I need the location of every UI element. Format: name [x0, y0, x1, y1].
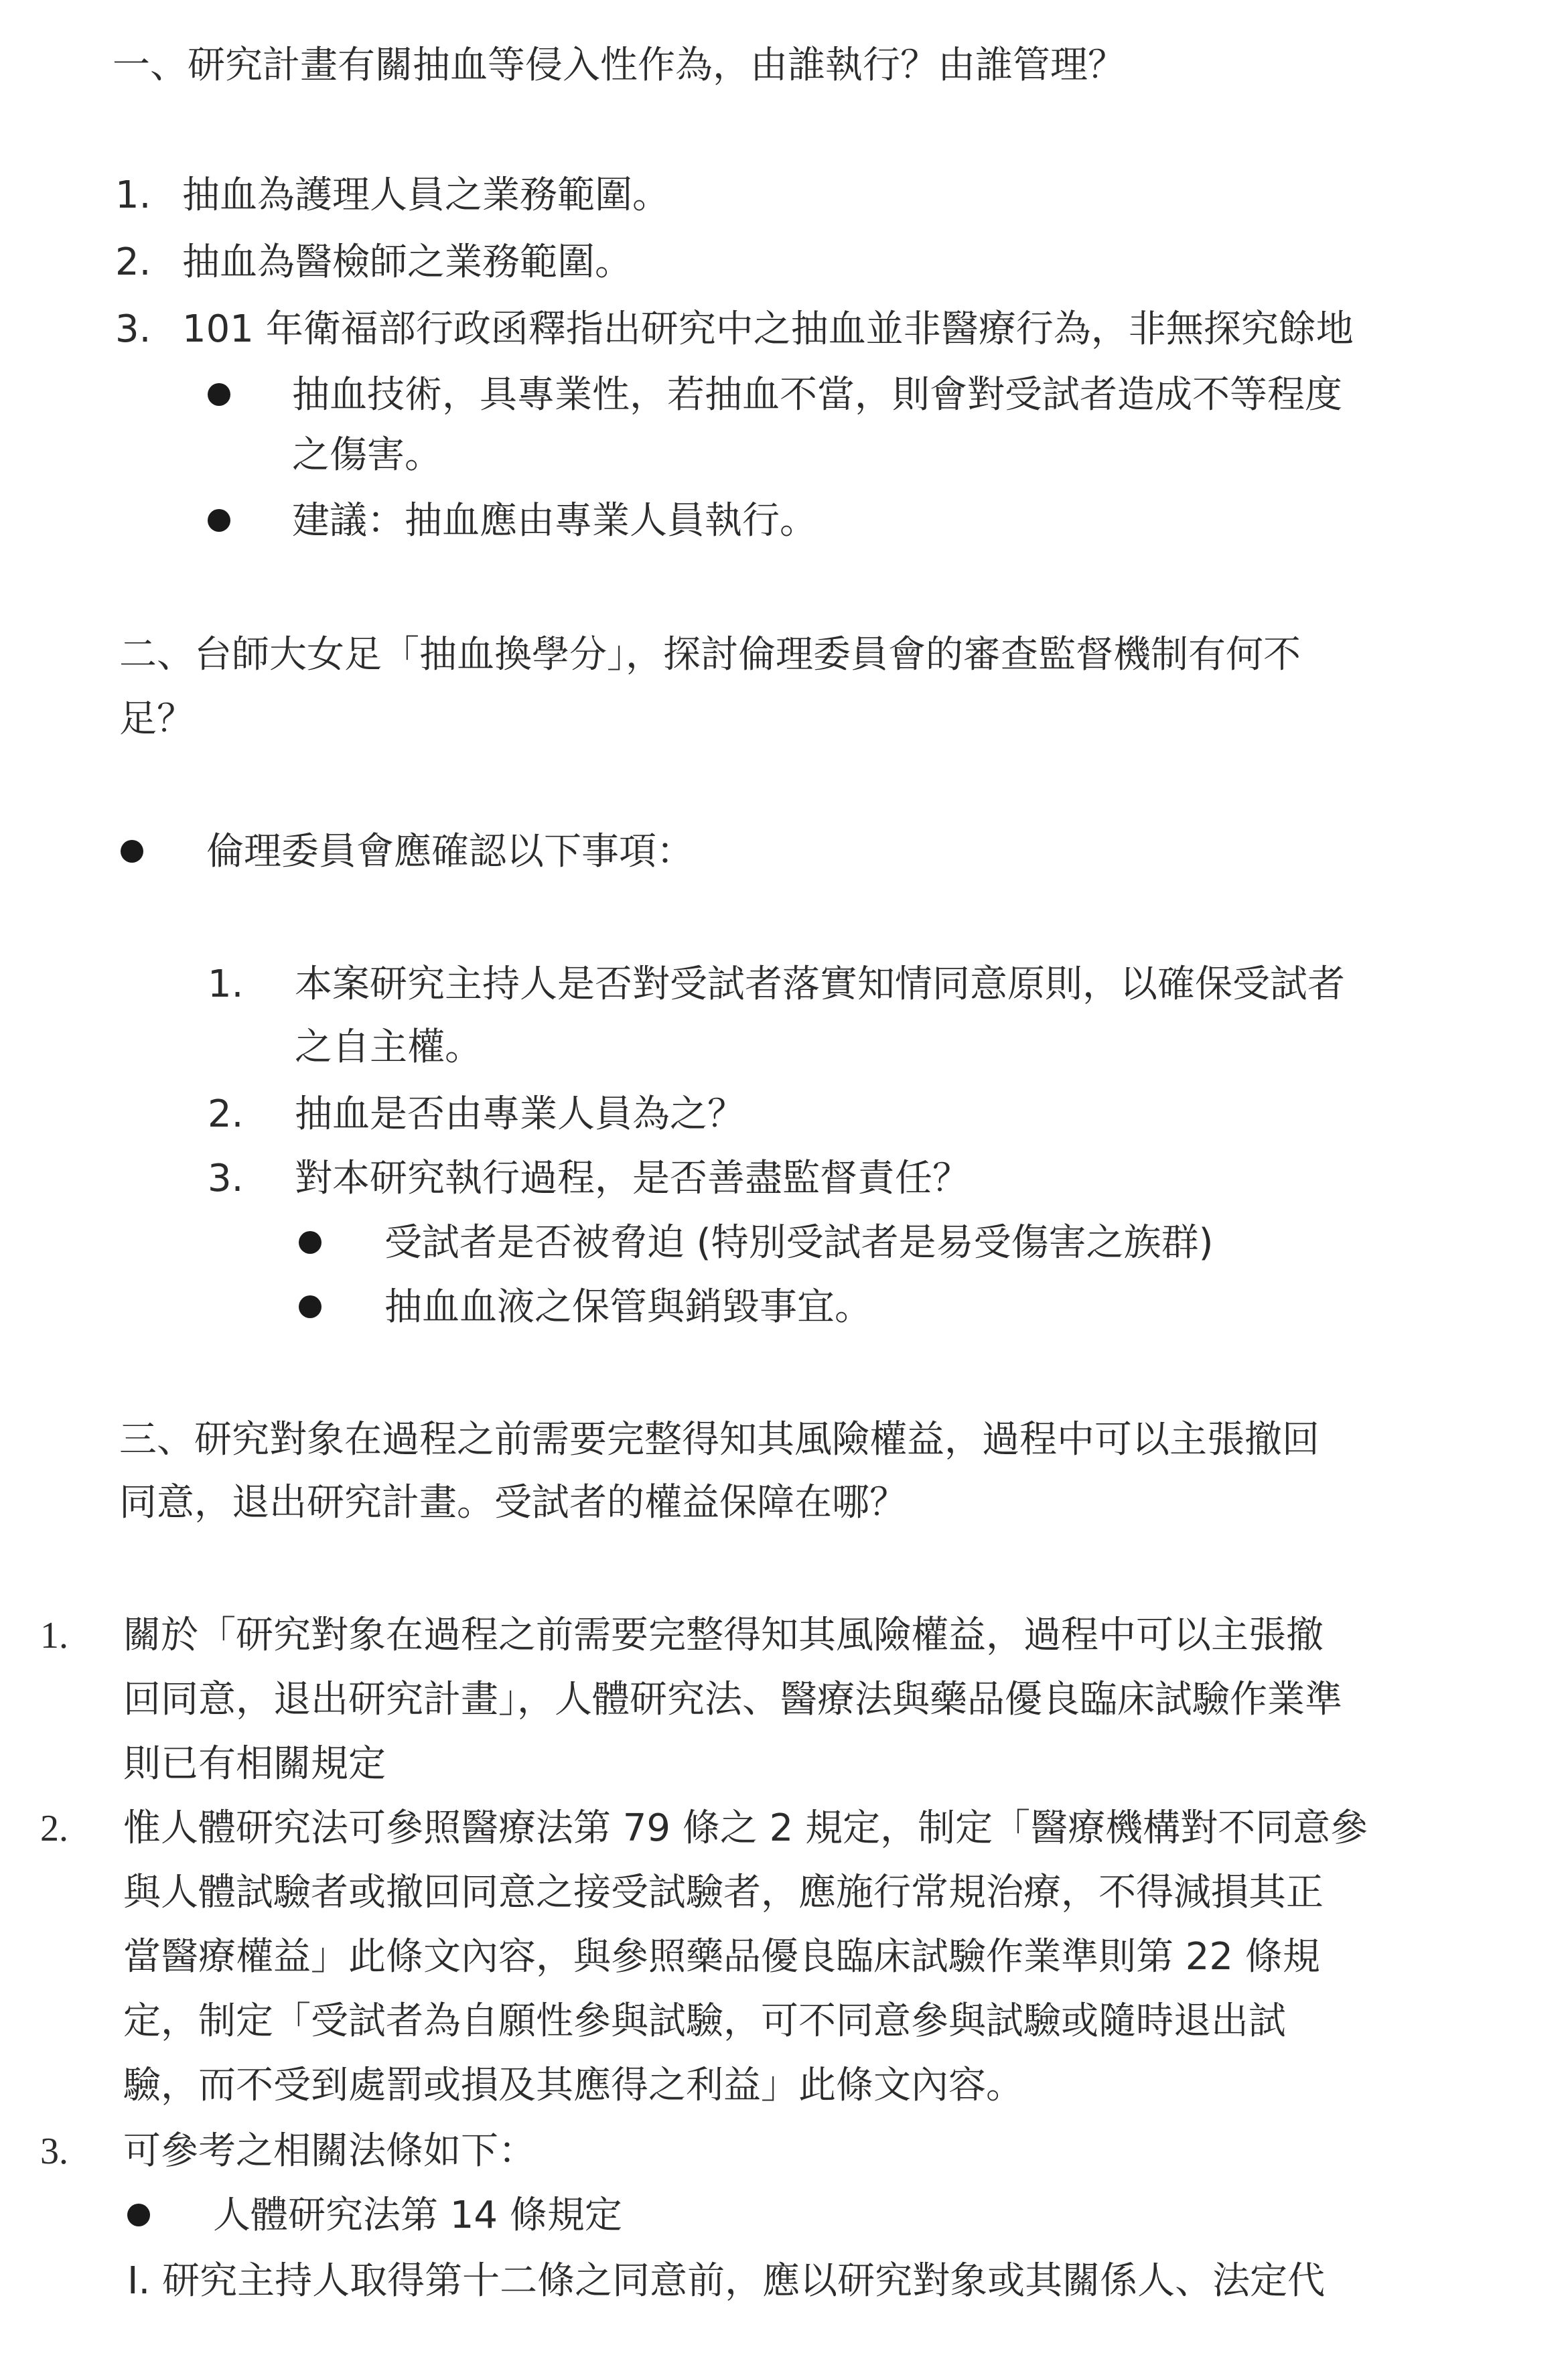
s3-item-3-text: 可參考之相關法條如下：: [123, 2129, 536, 2173]
bullet-icon: [208, 509, 230, 532]
s1-item-3-number: 3.: [115, 307, 151, 351]
s1-item-3-text: 101 年衛福部行政函釋指出研究中之抽血並非醫療行為，非無探究餘地: [182, 307, 1354, 351]
bullet-icon: [299, 1231, 322, 1254]
s1-bullet-1-line-2: 之傷害。: [292, 433, 442, 477]
s2-bullet-text: 倫理委員會應確認以下事項：: [206, 830, 694, 873]
section-3-heading-line-2: 同意，退出研究計畫。受試者的權益保障在哪？: [119, 1481, 907, 1524]
s2-item-2-number: 2.: [208, 1092, 244, 1136]
section-1-heading: 一、研究計畫有關抽血等侵入性作為，由誰執行？由誰管理？: [113, 44, 1125, 87]
s2-subbullet-2-text: 抽血血液之保管與銷毀事宜。: [384, 1285, 872, 1329]
s1-item-1-number: 1.: [115, 173, 151, 217]
s1-item-2-number: 2.: [115, 240, 151, 284]
s1-item-1-text: 抽血為護理人員之業務範圍。: [182, 173, 670, 217]
bullet-icon: [299, 1295, 322, 1318]
s3-bullet-text: 人體研究法第 14 條規定: [213, 2194, 622, 2237]
s1-item-2-text: 抽血為醫檢師之業務範圍。: [182, 240, 632, 284]
section-3-heading-line-1: 三、研究對象在過程之前需要完整得知其風險權益，過程中可以主張撤回: [119, 1418, 1320, 1461]
s3-item-2-line-2: 與人體試驗者或撤回同意之接受試驗者，應施行常規治療，不得減損其正: [123, 1871, 1324, 1914]
section-2-heading-line-1: 二、台師大女足「抽血換學分」，探討倫理委員會的審查監督機制有何不: [119, 633, 1301, 676]
section-2-heading-line-2: 足？: [119, 697, 194, 741]
s2-item-3-text: 對本研究執行過程，是否善盡監督責任？: [295, 1157, 970, 1200]
s3-item-2-line-3: 當醫療權益」此條文內容，與參照藥品優良臨床試驗作業準則第 22 條規: [123, 1935, 1320, 1979]
s3-item-2-line-5: 驗，而不受到處罰或損及其應得之利益」此條文內容。: [123, 2064, 1023, 2107]
s2-item-1-number: 1.: [208, 962, 244, 1006]
s3-item-1-number: 1.: [40, 1615, 68, 1656]
s3-item-1-line-3: 則已有相關規定: [123, 1742, 386, 1786]
s2-item-3-number: 3.: [208, 1157, 244, 1200]
s2-item-2-text: 抽血是否由專業人員為之？: [295, 1092, 745, 1136]
s3-item-1-line-1: 關於「研究對象在過程之前需要完整得知其風險權益，過程中可以主張撤: [123, 1614, 1324, 1657]
bullet-icon: [127, 2204, 150, 2226]
s3-item-2-line-4: 定，制定「受試者為自願性參與試驗，可不同意參與試驗或隨時退出試: [123, 1999, 1286, 2043]
s1-bullet-2-text: 建議：抽血應由專業人員執行。: [292, 499, 817, 543]
bullet-icon: [121, 840, 143, 863]
s2-item-1-line-2: 之自主權。: [295, 1025, 482, 1069]
s3-item-2-line-1: 惟人體研究法可參照醫療法第 79 條之 2 規定，制定「醫療機構對不同意參: [123, 1806, 1368, 1850]
s2-item-1-line-1: 本案研究主持人是否對受試者落實知情同意原則，以確保受試者: [295, 962, 1345, 1006]
bullet-icon: [208, 383, 230, 406]
s3-item-3-number: 3.: [40, 2131, 68, 2172]
s3-item-1-line-2: 回同意，退出研究計畫」，人體研究法、醫療法與藥品優良臨床試驗作業準: [123, 1678, 1342, 1721]
s3-item-2-number: 2.: [40, 1808, 68, 1849]
s2-subbullet-1-text: 受試者是否被脅迫 (特別受試者是易受傷害之族群): [384, 1221, 1214, 1265]
s1-bullet-1-line-1: 抽血技術，具專業性，若抽血不當，則會對受試者造成不等程度: [292, 373, 1342, 417]
s3-last-line: I. 研究主持人取得第十二條之同意前，應以研究對象或其關係人、法定代: [127, 2259, 1326, 2303]
